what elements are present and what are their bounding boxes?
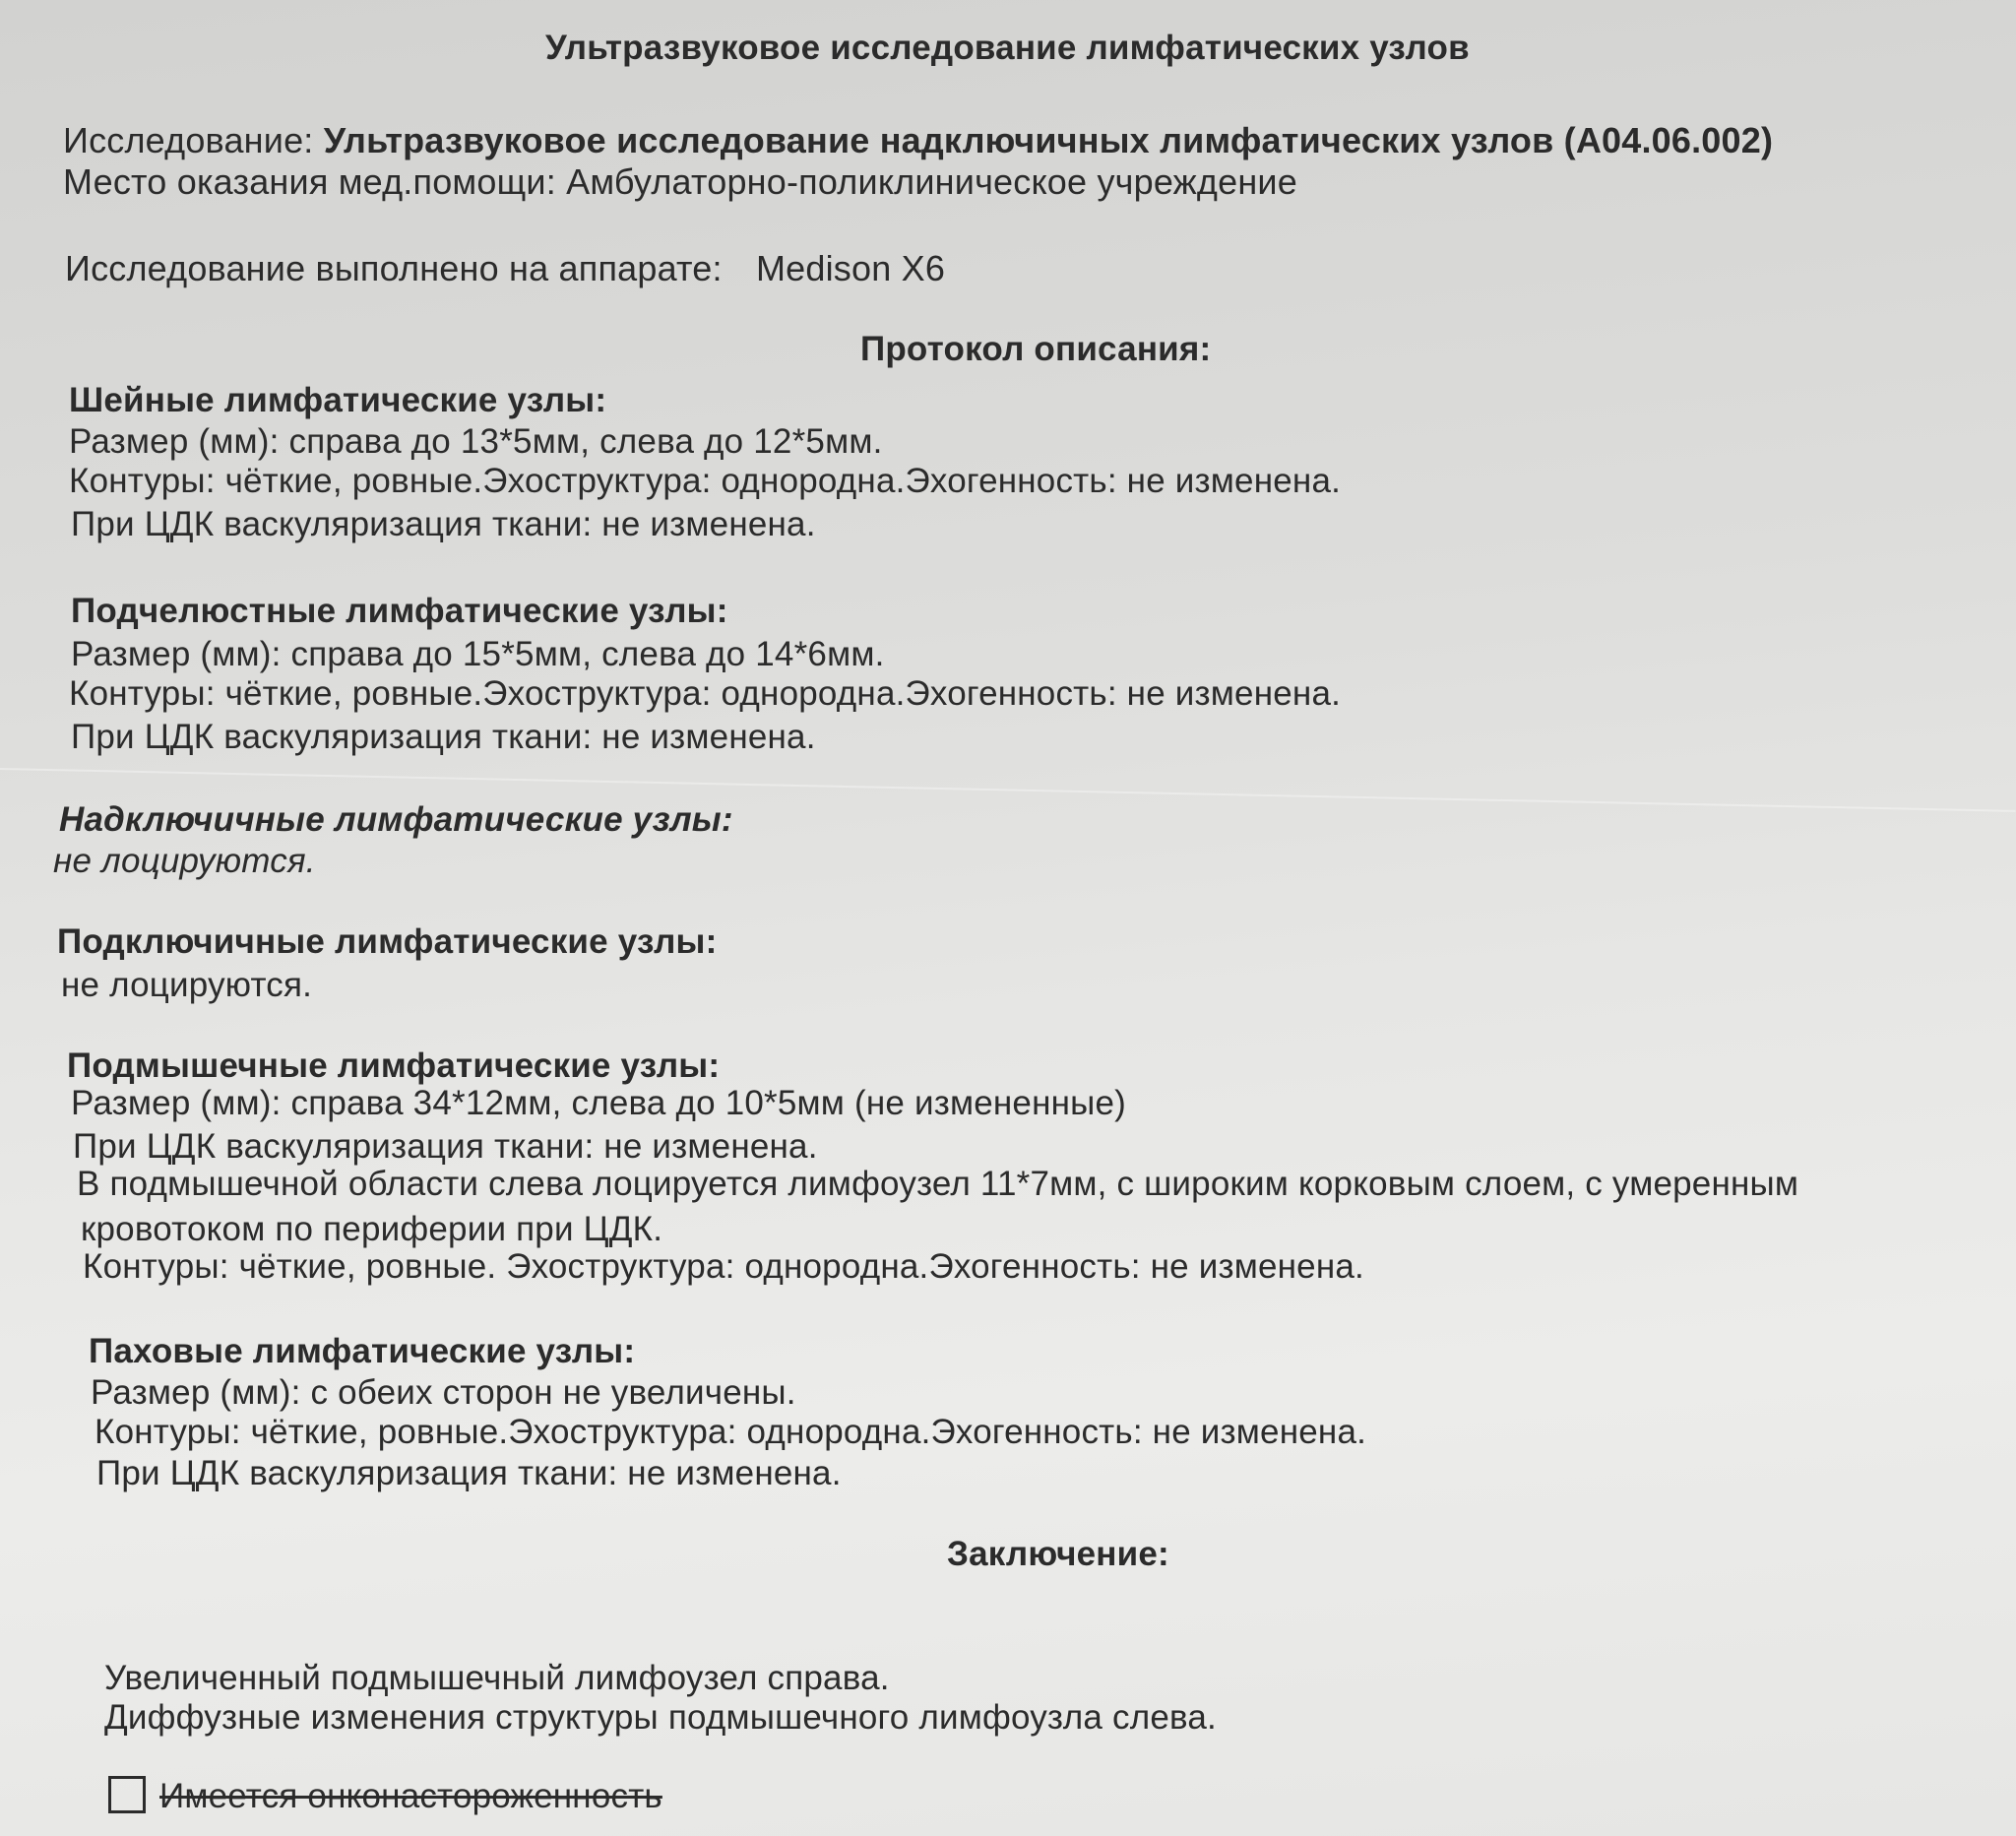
oncology-checkbox[interactable] [108,1776,146,1813]
subclavian-text: не лоцируются. [61,966,313,1004]
submandibular-contours: Контуры: чёткие, ровные.Эхоструктура: однородна.Эхогенность: не изменена. [69,674,1342,713]
conclusion-line2: Диффузные изменения структуры подмышечного лимфоузла слева. [104,1698,1217,1737]
supraclavicular-text: не лоцируются. [53,842,316,880]
submandibular-size: Размер (мм): справа до 15*5мм, слева до 14*6мм. [71,635,885,673]
inguinal-cdk: При ЦДК васкуляризация ткани: не изменена. [96,1454,842,1492]
place-line [63,161,1297,203]
protocol-heading: Протокол описания: [860,330,1212,368]
cervical-cdk: При ЦДК васкуляризация ткани: не изменена. [71,505,816,543]
place-label: Место оказания мед.помощи: [63,161,556,202]
axillary-heading: Подмышечные лимфатические узлы: [67,1046,721,1085]
axillary-note-line2: кровотоком по периферии при ЦДК. [81,1210,663,1248]
study-label: Исследование: [63,120,314,160]
axillary-contours: Контуры: чёткие, ровные. Эхоструктура: однородна.Эхогенность: не изменена. [83,1247,1364,1286]
submandibular-cdk: При ЦДК васкуляризация ткани: не изменена. [71,718,816,756]
study-value: Ультразвуковое исследование надключичных лимфатических узлов (A04.06.002) [323,120,1774,160]
device-label: Исследование выполнено на аппарате: [65,248,723,288]
cervical-heading: Шейные лимфатические узлы: [69,381,607,419]
oncology-label: Имеется онконастороженность [159,1777,662,1815]
document-title: Ультразвуковое исследование лимфатических узлов [545,29,1470,67]
conclusion-line1: Увеличенный подмышечный лимфоузел справа. [104,1659,890,1697]
axillary-size: Размер (мм): справа 34*12мм, слева до 10*5мм (не измененные) [71,1084,1127,1122]
inguinal-contours: Контуры: чёткие, ровные.Эхоструктура: однородна.Эхогенность: не изменена. [94,1413,1367,1451]
conclusion-heading: Заключение: [947,1535,1169,1573]
device-value: Medison X6 [755,248,946,288]
place-value: Амбулаторно-поликлиническое учреждение [566,161,1297,202]
submandibular-heading: Подчелюстные лимфатические узлы: [71,592,728,630]
axillary-note-line1: В подмышечной области слева лоцируется лимфоузел 11*7мм, с широким корковым слоем, с умеренным [77,1165,1799,1203]
axillary-cdk: При ЦДК васкуляризация ткани: не изменена. [73,1127,818,1166]
cervical-contours: Контуры: чёткие, ровные.Эхоструктура: однородна.Эхогенность: не изменена. [69,462,1342,500]
study-line [63,120,1773,161]
inguinal-heading: Паховые лимфатические узлы: [89,1332,636,1370]
subclavian-heading: Подключичные лимфатические узлы: [57,922,718,961]
supraclavicular-heading: Надключичные лимфатические узлы: [59,800,733,839]
device-line [65,248,945,289]
cervical-size: Размер (мм): справа до 13*5мм, слева до 12*5мм. [69,422,883,461]
inguinal-size: Размер (мм): с обеих сторон не увеличены. [91,1373,796,1412]
